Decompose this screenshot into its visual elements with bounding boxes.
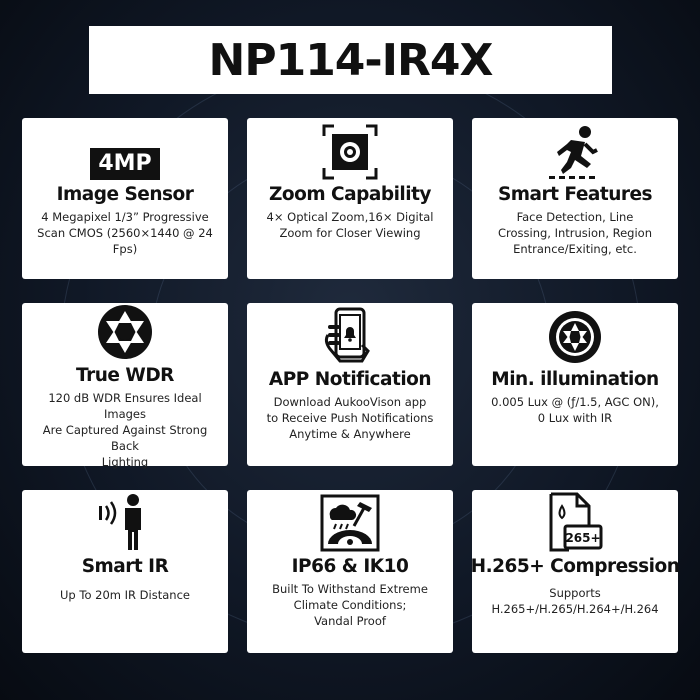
- feature-title: H.265+ Compression: [470, 556, 680, 577]
- person-ir-icon: [97, 492, 153, 552]
- icon-area: [22, 118, 228, 180]
- aperture-icon: [96, 303, 154, 361]
- feature-title: Smart Features: [497, 184, 653, 205]
- feature-description: 0.005 Lux @ (ƒ/1.5, AGC ON), 0 Lux with IR: [491, 395, 659, 425]
- h265-badge-label: 265+: [565, 531, 601, 545]
- 4mp-badge-icon: 4MP: [90, 148, 159, 180]
- product-title: NP114-IR4X: [208, 34, 493, 86]
- feature-title: IP66 & IK10: [291, 556, 409, 577]
- feature-card-smart-ir: [22, 490, 228, 653]
- feature-card-h265: [472, 490, 678, 653]
- feature-card-true-wdr: [22, 303, 228, 469]
- running-person-icon: [545, 124, 605, 180]
- feature-description: Face Detection, Line Crossing, Intrusion, Region Entrance/Exiting, etc.: [497, 210, 652, 256]
- feature-title: Smart IR: [81, 556, 169, 577]
- feature-card-ip66-ik10: [247, 490, 453, 653]
- icon-area: [22, 490, 228, 552]
- weather-hammer-icon: [320, 494, 380, 552]
- icon-area: [247, 118, 453, 180]
- feature-title: Min. illumination: [491, 369, 659, 390]
- feature-title: True WDR: [76, 365, 174, 386]
- title-banner: [89, 26, 612, 94]
- icon-area: [247, 303, 453, 365]
- feature-card-image-sensor: [22, 118, 228, 279]
- feature-title: Image Sensor: [56, 184, 194, 205]
- feature-card-smart-features: [472, 118, 678, 279]
- phone-hand-icon: [322, 305, 378, 365]
- feature-description: Download AukooVison app to Receive Push Notifications Anytime & Anywhere: [266, 395, 434, 441]
- feature-description: 4 Megapixel 1/3” Progressive Scan CMOS (2560×1440 @ 24 Fps): [37, 210, 213, 256]
- feature-card-app-notification: [247, 303, 453, 466]
- feature-description: Supports H.265+/H.265/H.264+/H.264: [491, 586, 659, 616]
- lens-aperture-icon: [547, 309, 603, 365]
- feature-card-min-illumination: [472, 303, 678, 466]
- feature-description: Up To 20m IR Distance: [60, 588, 190, 602]
- icon-area: [472, 490, 678, 552]
- feature-title: APP Notification: [268, 369, 432, 390]
- feature-description: Built To Withstand Extreme Climate Conditions; Vandal Proof: [272, 582, 428, 628]
- zoom-target-icon: [322, 124, 378, 180]
- icon-area: [22, 303, 228, 361]
- feature-title: Zoom Capability: [268, 184, 431, 205]
- feature-description: 4× Optical Zoom,16× Digital Zoom for Closer Viewing: [266, 210, 434, 240]
- feature-description: 120 dB WDR Ensures Ideal Images Are Captured Against Strong Back Lighting: [42, 391, 208, 469]
- h265-file-icon: [547, 492, 603, 552]
- icon-area: [472, 118, 678, 180]
- feature-card-zoom: [247, 118, 453, 279]
- icon-area: [247, 490, 453, 552]
- icon-area: [472, 303, 678, 365]
